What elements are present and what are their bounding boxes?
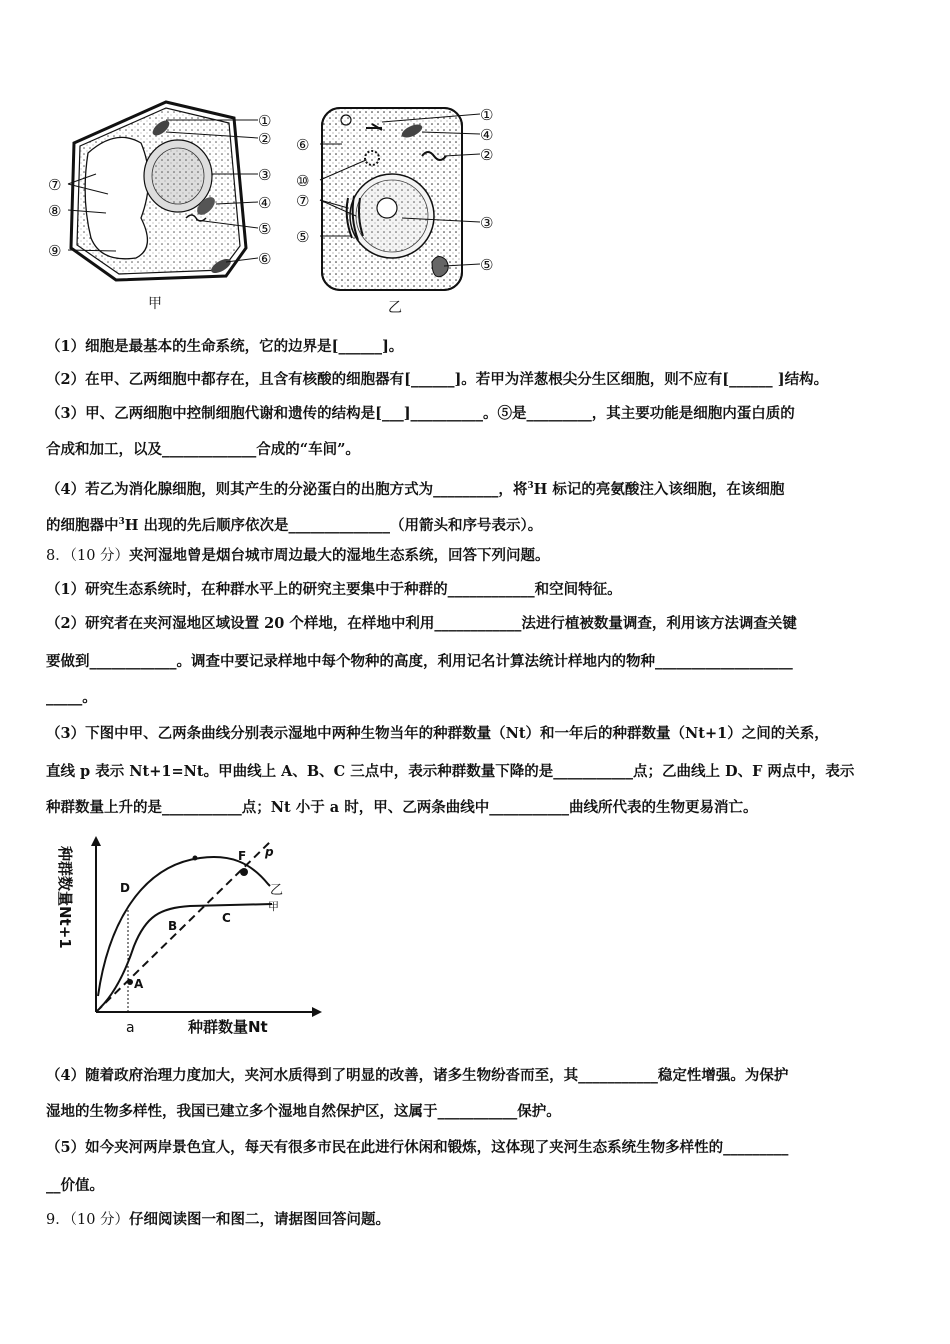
q7-part4-line1 bbox=[46, 476, 920, 500]
y-axis-label: 种群数量Nt+1 bbox=[56, 846, 74, 949]
q7-part3-line2: 合成和加工，以及_____________合成的“车间”。 bbox=[46, 441, 360, 458]
superscript: 3 bbox=[527, 481, 534, 491]
question-stem: 仔细阅读图一和图二，请据图回答问题。 bbox=[129, 1211, 391, 1228]
marker-label: ⑤ bbox=[480, 256, 494, 274]
figure-caption: 乙 bbox=[388, 300, 402, 316]
q8-stem bbox=[46, 546, 920, 566]
text-run: H 出现的先后顺序依次是______________（用箭头和序号表示）。 bbox=[124, 516, 543, 534]
figure-caption: 甲 bbox=[148, 296, 162, 312]
q8-part3-line1: （3）下图中甲、乙两条曲线分别表示湿地中两种生物当年的种群数量（Nt）和一年后的种群数量（Nt+1）之间的关系， bbox=[46, 725, 829, 742]
marker-label: ⑤ bbox=[296, 228, 310, 246]
marker-label: ① bbox=[258, 112, 272, 130]
plant-cell-figure bbox=[46, 98, 286, 318]
q8-part2-line2: 要做到____________。调查中要记录样地中每个物种的高度，利用记名计算法统计样地内的物种___________________ bbox=[46, 653, 793, 670]
marker-label: ⑦ bbox=[296, 192, 310, 210]
label-D: D bbox=[120, 881, 130, 895]
population-graph bbox=[50, 836, 330, 1036]
label-A: A bbox=[134, 977, 144, 991]
text-run: 的细胞器中 bbox=[46, 516, 119, 534]
label-p: p bbox=[265, 845, 274, 859]
q8-part4-line1: （4）随着政府治理力度加大，夹河水质得到了明显的改善，诸多生物纷沓而至，其___________稳定性增强。为保护 bbox=[46, 1067, 789, 1084]
q8-part1: （1）研究生态系统时，在种群水平上的研究主要集中于种群的____________和空间特征。 bbox=[46, 581, 622, 598]
marker-label: ① bbox=[480, 106, 494, 124]
marker-label: ③ bbox=[258, 166, 272, 184]
q9-stem bbox=[46, 1210, 920, 1230]
text-run: H 标记的亮氨酸注入该细胞，在该细胞 bbox=[533, 480, 785, 498]
marker-label: ⑦ bbox=[48, 176, 62, 194]
marker-label: ② bbox=[258, 130, 272, 148]
q8-part5-line1: （5）如今夹河两岸景色宜人，每天有很多市民在此进行休闲和锻炼，这体现了夹河生态系统生物多样性的_________ bbox=[46, 1139, 789, 1156]
q8-part2-line3: _____。 bbox=[46, 689, 97, 706]
text-run: （4）若乙为消化腺细胞，则其产生的分泌蛋白的出胞方式为_________，将 bbox=[46, 480, 528, 498]
line-p bbox=[96, 840, 272, 1012]
x-axis-arrow bbox=[312, 1007, 322, 1017]
marker-label: ⑩ bbox=[296, 172, 310, 190]
label-jia: 甲 bbox=[268, 900, 279, 913]
marker-label: ⑧ bbox=[48, 202, 62, 220]
q7-part1: （1）细胞是最基本的生命系统，它的边界是[______]。 bbox=[46, 338, 404, 355]
question-number: 9．（10 分） bbox=[46, 1212, 130, 1228]
marker-label: ④ bbox=[258, 194, 272, 212]
marker-label: ⑥ bbox=[258, 250, 272, 268]
y-axis-arrow bbox=[91, 836, 101, 846]
q7-part2: （2）在甲、乙两细胞中都存在，且含有核酸的细胞器有[______]。若甲为洋葱根尖分生区细胞，则不应有[______ ]结构。 bbox=[46, 371, 829, 388]
q8-part3-line3: 种群数量上升的是___________点；Nt 小于 a 时，甲、乙两条曲线中___________曲线所代表的生物更易消亡。 bbox=[46, 799, 758, 816]
point-A bbox=[127, 979, 133, 985]
label-yi: 乙 bbox=[270, 883, 284, 898]
question-stem: 夹河湿地曾是烟台城市周边最大的湿地生态系统，回答下列问题。 bbox=[129, 547, 550, 564]
point-F bbox=[240, 868, 248, 876]
marker-label: ② bbox=[480, 146, 494, 164]
superscript: 3 bbox=[118, 517, 125, 527]
question-number: 8．（10 分） bbox=[46, 548, 130, 564]
q8-part2-line1: （2）研究者在夹河湿地区域设置 20 个样地，在样地中利用____________法进行植被数量调查，利用该方法调查关键 bbox=[46, 615, 797, 632]
q8-part3-line2: 直线 p 表示 Nt+1=Nt。甲曲线上 A、B、C 三点中，表示种群数量下降的是___________点；乙曲线上 D、F 两点中，表示 bbox=[46, 763, 855, 780]
q8-part4-line2: 湿地的生物多样性，我国已建立多个湿地自然保护区，这属于___________保护。 bbox=[46, 1103, 561, 1120]
animal-cell-figure bbox=[292, 98, 512, 318]
q7-part4-line2 bbox=[46, 512, 920, 536]
x-axis-label: 种群数量Nt bbox=[188, 1018, 268, 1036]
curve-jia bbox=[100, 904, 272, 1008]
label-C: C bbox=[222, 911, 231, 925]
q8-part5-line2: __价值。 bbox=[46, 1177, 104, 1194]
marker-label: ④ bbox=[480, 126, 494, 144]
label-F: F bbox=[238, 849, 247, 863]
q7-part3-line1: （3）甲、乙两细胞中控制细胞代谢和遗传的结构是[___]__________。⑤是_________，其主要功能是细胞内蛋白质的 bbox=[46, 405, 795, 422]
label-B: B bbox=[168, 919, 178, 933]
marker-label: ⑨ bbox=[48, 242, 62, 260]
x-tick-a: a bbox=[126, 1020, 135, 1036]
marker-label: ⑤ bbox=[258, 220, 272, 238]
marker-label: ③ bbox=[480, 214, 494, 232]
marker-label: ⑥ bbox=[296, 136, 310, 154]
point-top bbox=[193, 856, 198, 861]
